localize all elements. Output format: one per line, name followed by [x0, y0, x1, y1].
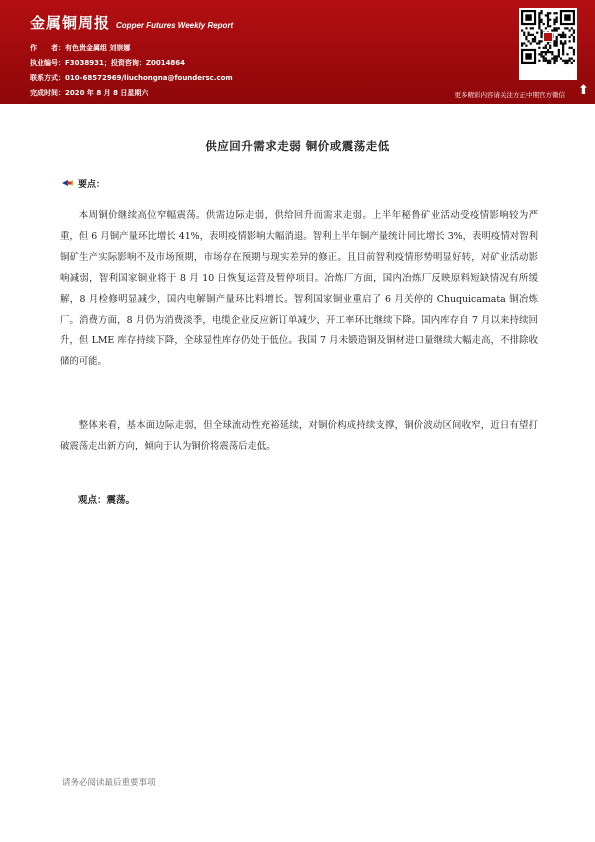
author-line: 作 者：有色贵金属组 刘崇娜 [30, 44, 131, 52]
paragraph-2: 整体来看，基本面边际走弱，但全球流动性充裕延续，对铜价构成持续支撑，铜价波动区间收窄，近日有望打破震荡走出新方向，倾向于认为铜价将震荡后走低。 [60, 420, 538, 452]
wechat-qr-code [519, 8, 577, 80]
report-title-row [30, 12, 233, 33]
report-title-cn: 金属铜周报 [30, 14, 111, 32]
pushpin-icon [60, 176, 74, 190]
footer-disclaimer-note: 请务必阅读最后重要事项 [62, 778, 156, 788]
follow-wechat-text: 更多精彩内容请关注方正中期官方微信 [454, 91, 565, 99]
keypoints-label: 要点： [78, 179, 106, 190]
viewpoint-text: 观点：震荡。 [78, 495, 136, 506]
paragraph-1: 本周铜价继续高位窄幅震荡。供需边际走弱，供给回升而需求走弱。上半年秘鲁矿业活动受疫情影响较为严重，但 6 月铜产量环比增长 41%，表明疫情影响大幅消退。智利上半年铜产量统计同比增长 3%，表明疫情对智利铜矿生产实际影响不及市场预期，市场存在预期与现实差异的修正。且目前智利疫情形势明显好转，对矿业活动影响减弱，智利国家铜业将于 8 月 10 日恢复运营及暂停项目。冶炼厂方面，国内冶炼厂反映原料短缺情况有所缓解，8 月检修明显减少，国内电解铜产量环比料增长。智利国家铜业重启了 6 月关停的 Chuquicamata 铜冶炼厂。消费方面，8 月仍为消费淡季，电缆企业反应新订单减少，开工率环比继续下降。国内库存自 7 月以来持续回升，但 LME 库存持续下降，全球显性库存仍处于低位。我国 7 月未锻造铜及铜材进口量继续大幅走高，不排除收储的可能。 [60, 210, 538, 368]
document-title: 供应回升需求走弱 铜价或震荡走低 [205, 139, 390, 153]
license-line: 执业编号：F3038931；投资咨询：Z0014864 [30, 59, 186, 67]
contact-line[interactable]: 联系方式：010-68572969/liuchongna@foundersc.com [30, 74, 233, 82]
report-title-en: Copper Futures Weekly Report [116, 21, 234, 30]
keypoints-heading [60, 176, 105, 190]
report-header [0, 0, 595, 104]
date-line: 完成时间：2020 年 8 月 8 日星期六 [30, 89, 149, 97]
up-arrow-icon: ⬆ [578, 83, 589, 98]
